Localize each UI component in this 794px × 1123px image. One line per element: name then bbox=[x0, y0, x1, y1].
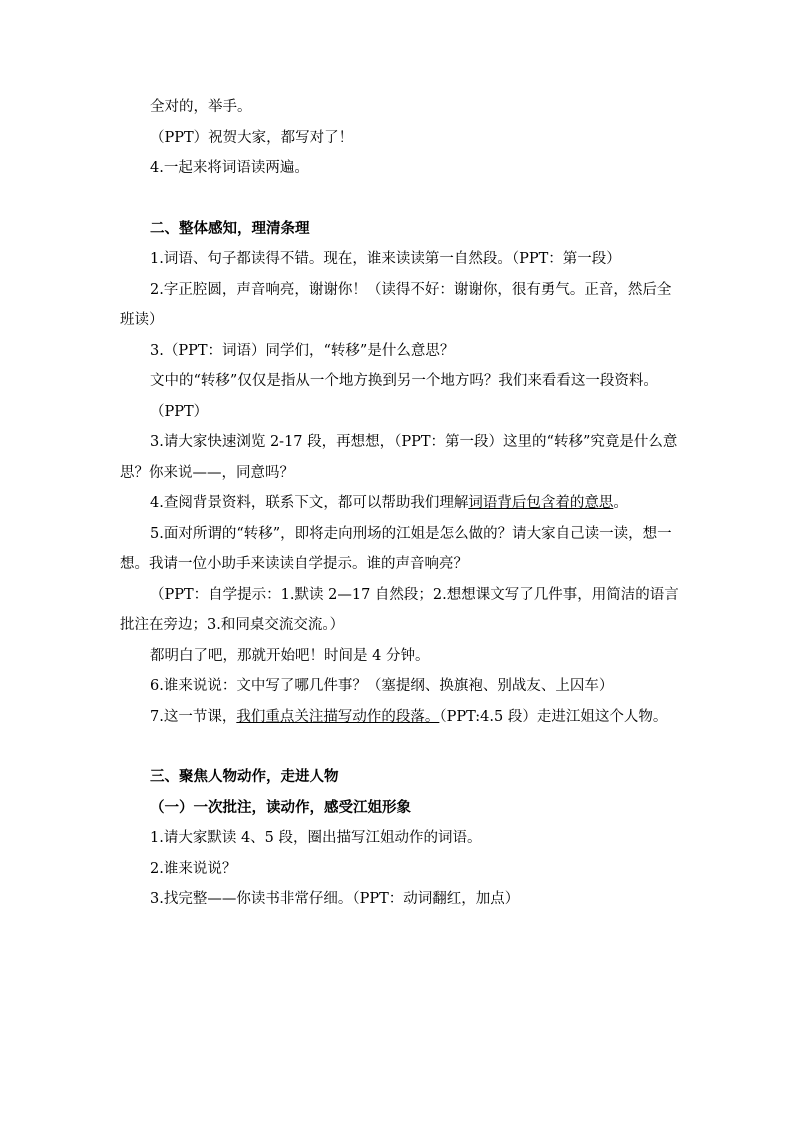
section-gap bbox=[120, 732, 680, 762]
step-7 bbox=[120, 702, 680, 733]
line-read-twice: 4.一起来将词语读两遍。 bbox=[150, 160, 309, 176]
ppt-note: （PPT） bbox=[150, 403, 209, 420]
step-7-text: 7.这一节课， bbox=[150, 708, 237, 725]
step-2: 2.字正腔圆，声音响亮，谢谢你！（读得不好：谢谢你，很有勇气。正音，然后全班读） bbox=[120, 281, 672, 328]
section-gap bbox=[120, 184, 680, 214]
step-7-end: （PPT:4.5 段）走进江姐这个人物。 bbox=[439, 708, 668, 725]
step-4-text: 4.查阅背景资料，联系下文，都可以帮助我们理解 bbox=[150, 495, 469, 511]
document-page bbox=[120, 92, 680, 915]
line-congrats: （PPT）祝贺大家，都写对了！ bbox=[150, 129, 354, 146]
step-1: 1.词语、句子都读得不错。现在，谁来读读第一自然段。（PPT：第一段） bbox=[150, 251, 621, 267]
section-heading-2: 二、整体感知，理清条理 bbox=[150, 219, 310, 237]
sub-step-3: 3.找完整——你读书非常仔细。（PPT：动词翻红，加点） bbox=[150, 891, 520, 907]
step-3: 3.（PPT：词语）同学们，“转移”是什么意思？ bbox=[150, 342, 455, 359]
step-4 bbox=[120, 488, 680, 519]
step-4-underlined: 词语背后包含着的意思 bbox=[468, 495, 614, 511]
timer-note: 都明白了吧，那就开始吧！时间是 4 分钟。 bbox=[150, 647, 430, 664]
sub-step-2: 2.谁来说说？ bbox=[150, 860, 237, 877]
step-7-underlined: 我们重点关注描写动作的段落。 bbox=[236, 708, 440, 725]
step-3b: 3.请大家快速浏览 2-17 段，再想想，（PPT：第一段）这里的“转移”究竟是什么意思？你来说——，同意吗？ bbox=[120, 434, 678, 481]
step-4-end: 。 bbox=[613, 495, 628, 511]
step-6: 6.谁来说说：文中写了哪几件事？（塞提纲、换旗袍、别战友、上囚车） bbox=[150, 678, 614, 694]
subsection-heading-1: （一）一次批注，读动作，感受江姐形象 bbox=[150, 798, 411, 816]
step-5: 5.面对所谓的“转移”，即将走向刑场的江姐是怎么做的？请大家自己读一读，想一想。我请一位小助手来读读自学提示。谁的声音响亮？ bbox=[120, 525, 672, 572]
self-study-prompt: （PPT：自学提示：1.默读 2—17 自然段；2.想想课文写了几件事，用简洁的语言批注在旁边；3.和同桌交流交流。） bbox=[120, 586, 679, 633]
section-heading-3: 三、聚焦人物动作，走进人物 bbox=[150, 768, 339, 785]
sub-step-1: 1.请大家默读 4、5 段，圈出描写江姐动作的词语。 bbox=[150, 830, 482, 846]
step-3-note: 文中的“转移”仅仅是指从一个地方换到另一个地方吗？我们来看看这一段资料。 bbox=[150, 373, 658, 389]
line-all-correct: 全对的，举手。 bbox=[150, 99, 252, 115]
